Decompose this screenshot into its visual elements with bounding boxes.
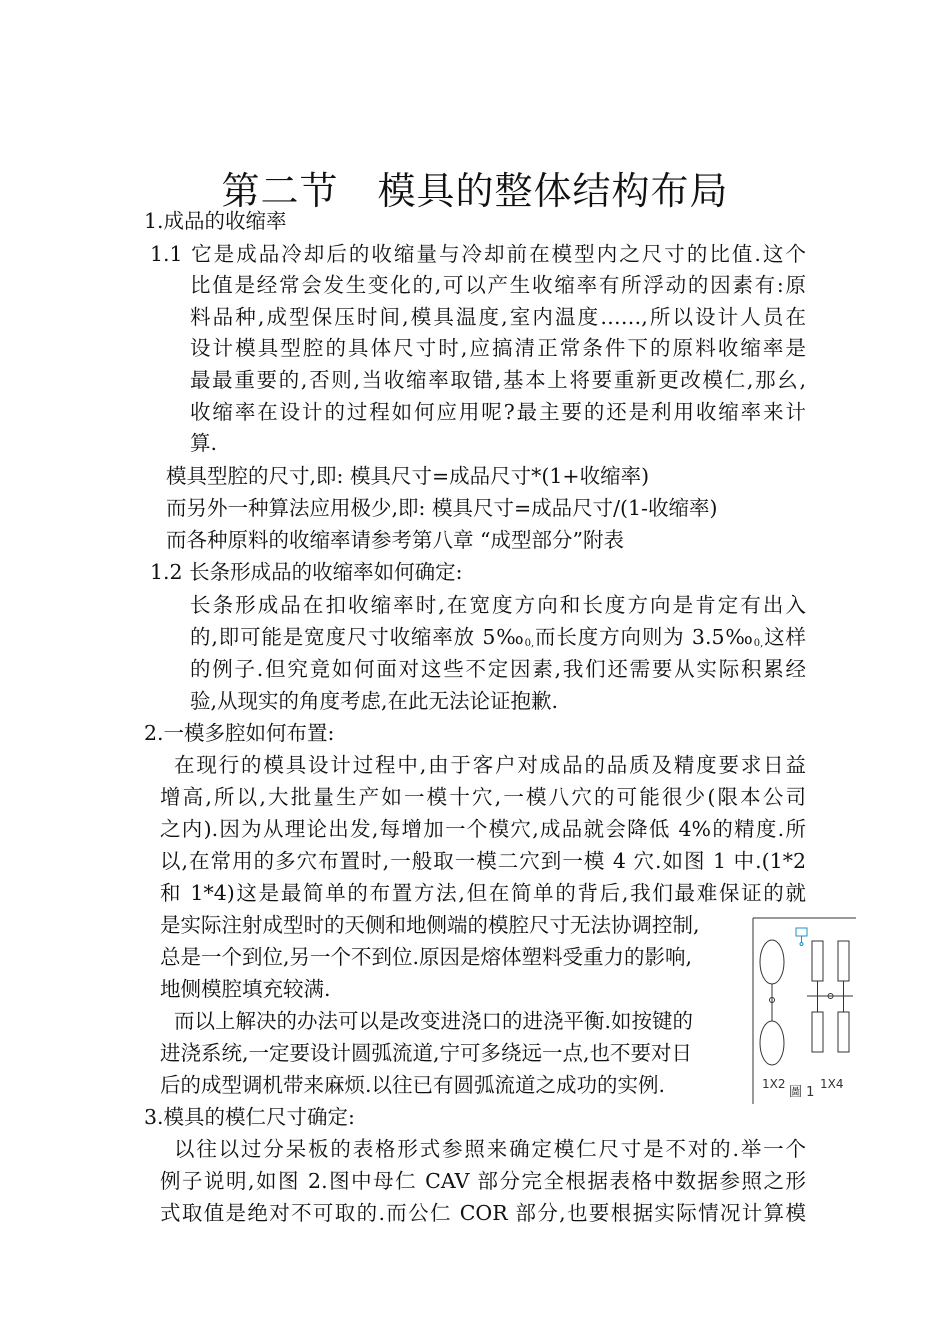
- figure-caption: 圖 1: [789, 1085, 815, 1100]
- paragraph-1-1-line: 1.1 它是成品冷却后的收缩量与冷却前在模型内之尺寸的比值.这个: [150, 242, 806, 266]
- heading-2: 2.一模多腔如何布置:: [144, 721, 335, 745]
- layout-1x2-diagram: [760, 940, 784, 1065]
- heading-1-2: 1.2 长条形成品的收缩率如何确定:: [150, 560, 463, 584]
- paragraph-2-line: 之内).因为从理论出发,每增加一个模穴,成品就会降低 4%的精度.所: [160, 817, 806, 841]
- paragraph-1-2-line: 验,从现实的角度考虑,在此无法论证抱歉.: [190, 689, 559, 713]
- paragraph-1-2-line: 的,即可能是宽度尺寸收缩率放 $5‰_{0,}$而长度方向则为 $3.5‰_{0,}$这样: [190, 625, 806, 649]
- figure-1-diagram: [752, 916, 860, 1106]
- paragraph-2-line: 以,在常用的多穴布置时,一般取一模二穴到一模 4 穴.如图 1 中.(1*2: [160, 849, 806, 873]
- paragraph-1-1-line: 算.: [190, 431, 218, 455]
- sprue-marker-icon: [796, 928, 807, 946]
- formula-line: 而另外一种算法应用极少,即: 模具尺寸=成品尺寸/(1-收缩率): [166, 496, 718, 520]
- paragraph-1-1-line: 最最重要的,否则,当收缩率取错,基本上将要重新更改模仁,那幺,: [190, 368, 806, 392]
- section-title: 第二节 模具的整体结构布局: [221, 169, 729, 213]
- paragraph-3-line: 式取值是绝对不可取的.而公仁 COR 部分,也要根据实际情况计算模: [160, 1201, 806, 1225]
- heading-3: 3.模具的模仁尺寸确定:: [144, 1105, 355, 1129]
- paragraph-3-line: 以往以过分呆板的表格形式参照来确定模仁尺寸是不对的.举一个: [174, 1137, 806, 1161]
- paragraph-2b-line: 进浇系统,一定要设计圆弧流道,宁可多绕远一点,也不要对日: [160, 1041, 693, 1065]
- paragraph-2-line: 地侧模腔填充较满.: [160, 977, 331, 1001]
- paragraph-1-2-line: 的例子.但究竟如何面对这些不定因素,我们还需要从实际积累经: [190, 657, 806, 681]
- paragraph-2-line: 增高,所以,大批量生产如一模十穴,一模八穴的可能很少(限本公司: [160, 785, 806, 809]
- paragraph-2-line: 在现行的模具设计过程中,由于客户对成品的品质及精度要求日益: [174, 753, 806, 777]
- reference-line: 而各种原料的收缩率请参考第八章 “成型部分”附表: [166, 528, 624, 552]
- layout-1x4-diagram: [807, 941, 853, 1052]
- paragraph-3-line: 例子说明,如图 2.图中母仁 CAV 部分完全根据表格中数据参照之形: [160, 1169, 806, 1193]
- paragraph-2b-line: 而以上解决的办法可以是改变进浇口的进浇平衡.如按键的: [174, 1009, 694, 1033]
- paragraph-2-line: 总是一个到位,另一个不到位.原因是熔体塑料受重力的影响,: [160, 945, 693, 969]
- paragraph-1-1-line: 料品种,成型保压时间,模具温度,室内温度……,所以设计人员在: [190, 305, 806, 329]
- paragraph-2b-line: 后的成型调机带来麻烦.以往已有圆弧流道之成功的实例.: [160, 1073, 666, 1097]
- paragraph-1-1-line: 收缩率在设计的过程如何应用呢?最主要的还是利用收缩率来计: [190, 400, 806, 424]
- label-1x2: 1X2: [762, 1077, 786, 1091]
- paragraph-1-1-line: 比值是经常会发生变化的,可以产生收缩率有所浮动的因素有:原: [190, 273, 806, 297]
- label-1x4: 1X4: [820, 1077, 844, 1091]
- paragraph-1-2-line: 长条形成品在扣收缩率时,在宽度方向和长度方向是肯定有出入: [190, 593, 806, 617]
- paragraph-1-1-line: 设计模具型腔的具体尺寸时,应搞清正常条件下的原料收缩率是: [190, 336, 806, 360]
- heading-1: 1.成品的收缩率: [144, 209, 287, 233]
- formula-line: 模具型腔的尺寸,即: 模具尺寸=成品尺寸*(1+收缩率): [166, 464, 650, 488]
- paragraph-2-line: 是实际注射成型时的天侧和地侧端的模腔尺寸无法协调控制,: [160, 913, 700, 937]
- paragraph-2-line: 和 1*4)这是最简单的布置方法,但在简单的背后,我们最难保证的就: [160, 881, 806, 905]
- figure-1: [752, 916, 860, 1106]
